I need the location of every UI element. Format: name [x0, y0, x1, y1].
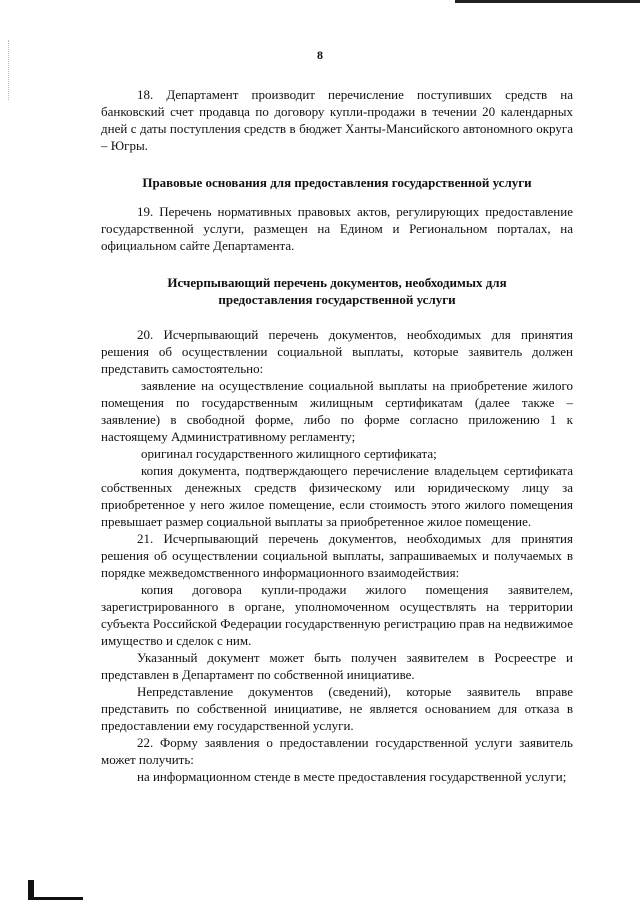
document-body [101, 86, 573, 785]
page-number: 8 [317, 48, 323, 62]
paragraph-20-payment-copy: копия документа, подтверждающего перечисление владельцем сертификата собственных денежных средств физическому или юридическому лицу за приобретенное у него жилое помещение, если стоимость этого жилого помещения превышает размер социальной выплаты за приобретенное жилое помещение. [101, 463, 573, 529]
paragraph-20-application: заявление на осуществление социальной выплаты на приобретение жилого помещения по государственным жилищным сертификатам (далее также – заявление) в свободной форме, либо по форме согласно приложению 1 к настоящему Административному регламенту; [101, 378, 573, 444]
paragraph-20: 20. Исчерпывающий перечень документов, необходимых для принятия решения об осуществлении социальной выплаты, которые заявитель должен представить самостоятельно: [101, 327, 573, 376]
paragraph-19: 19. Перечень нормативных правовых актов, регулирующих предоставление государственной услуги, размещен на Едином и Региональном порталах, на официальном сайте Департамента. [101, 204, 573, 253]
paragraph-21-rosreestr: Указанный документ может быть получен заявителем в Росреестре и представлен в Департамент по собственной инициативе. [101, 650, 573, 682]
scan-artifact-top-line [455, 0, 640, 3]
section-heading-documents-line2: предоставления государственной услуги [218, 292, 456, 307]
section-heading-documents [101, 274, 573, 308]
paragraph-18: 18. Департамент производит перечисление поступивших средств на банковский счет продавца по договору купли-продажи в течении 20 календарных дней с даты поступления средств в бюджет Ханты-Мансийского автономного округа – Югры. [101, 87, 573, 153]
paragraph-21: 21. Исчерпывающий перечень документов, необходимых для принятия решения об осуществлении социальной выплаты, запрашиваемых и получаемых в порядке межведомственного информационного взаимодействия: [101, 531, 573, 580]
paragraph-22: 22. Форму заявления о предоставлении государственной услуги заявитель может получить: [101, 735, 573, 767]
paragraph-22-info-stand: на информационном стенде в месте предоставления государственной услуги; [137, 769, 567, 784]
paragraph-20-original-certificate: оригинал государственного жилищного сертификата; [141, 446, 437, 461]
paragraph-21-nonsubmission: Непредставление документов (сведений), которые заявитель вправе представить по собственной инициативе, не является основанием для отказа в предоставлении ему государственной услуги. [101, 684, 573, 733]
section-heading-legal-basis: Правовые основания для предоставления государственной услуги [142, 175, 532, 190]
scan-artifact-bottom-corner [28, 880, 83, 900]
paragraph-21-contract-copy: копия договора купли-продажи жилого помещения заявителем, зарегистрированного в органе, уполномоченном осуществлять на территории субъекта Российской Федерации государственную регистрацию прав на недвижимое имущество и сделок с ним. [101, 582, 573, 648]
section-heading-documents-line1: Исчерпывающий перечень документов, необходимых для [167, 275, 507, 290]
